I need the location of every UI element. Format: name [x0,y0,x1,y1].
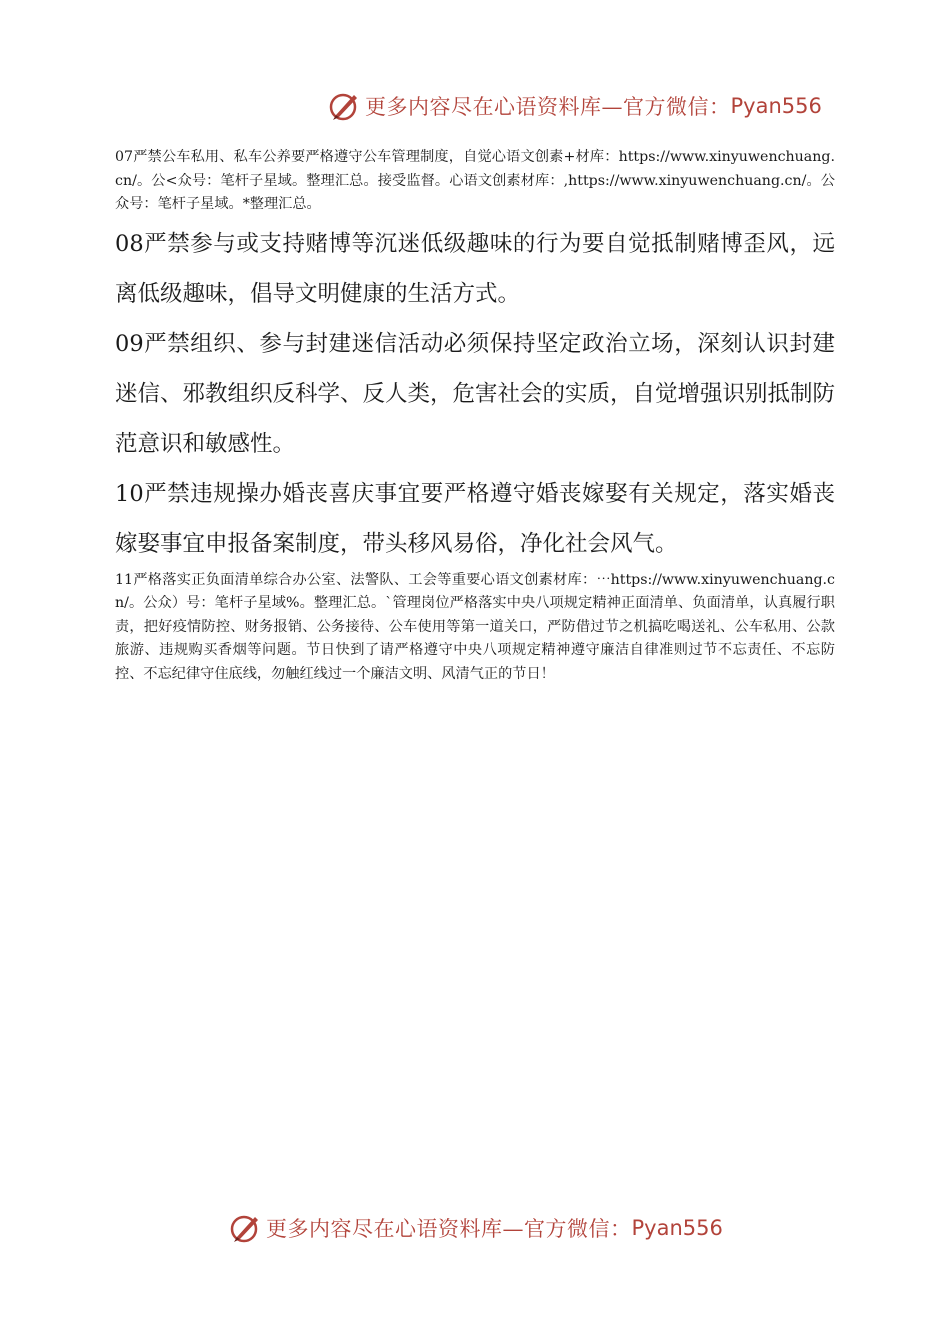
pen-logo-icon [228,1211,262,1245]
header-banner [0,84,950,128]
paragraph-09: 09严禁组织、参与封建迷信活动必须保持坚定政治立场，深刻认识封建迷信、邪教组织反科学、反人类，危害社会的实质，自觉增强识别抵制防范意识和敏感性。 [115,330,836,457]
paragraph-10: 10严禁违规操办婚丧喜庆事宜要严格遵守婚丧嫁娶有关规定，落实婚丧嫁娶事宜申报备案制度，带头移风易俗，净化社会风气。 [115,480,835,557]
banner-text: 更多内容尽在心语资料库—官方微信： [266,1217,632,1241]
banner-wechat-id: Pyan556 [730,94,822,118]
footer-banner [0,1206,950,1250]
banner-wechat-id: Pyan556 [631,1216,723,1240]
paragraph-08: 08严禁参与或支持赌博等沉迷低级趣味的行为要自觉抵制赌博歪风，远离低级趣味，倡导文明健康的生活方式。 [115,230,835,307]
document-body [115,146,835,686]
paragraph-07: 07严禁公车私用、私车公养要严格遵守公车管理制度，自觉心语文创素+材库：https://www.xinyuwenchuang.cn/。公<众号：笔杆子星域。整理汇总。接受监督。心语文创素材库：,https://www.xinyuwenchuang.cn/。公众号：笔杆子星域。*整理汇总。 [115,149,835,212]
banner-text: 更多内容尽在心语资料库—官方微信： [365,95,731,119]
paragraph-11: 11严格落实正负面清单综合办公室、法警队、工会等重要心语文创素材库：⋯https://www.xinyuwenchuang.cn/。公众）号：笔杆子星域%。整理汇总。`管理岗位严格落实中央八项规定精神正面清单、负面清单，认真履行职责，把好疫情防控、财务报销、公务接待、公车使用等第一道关口，严防借过节之机搞吃喝送礼、公车私用、公款旅游、违规购买香烟等问题。节日快到了请严格遵守中央八项规定精神遵守廉洁自律准则过节不忘责任、不忘防控、不忘纪律守住底线，勿触红线过一个廉洁文明、风清气正的节日！ [115,571,835,682]
pen-logo-icon [327,89,361,123]
